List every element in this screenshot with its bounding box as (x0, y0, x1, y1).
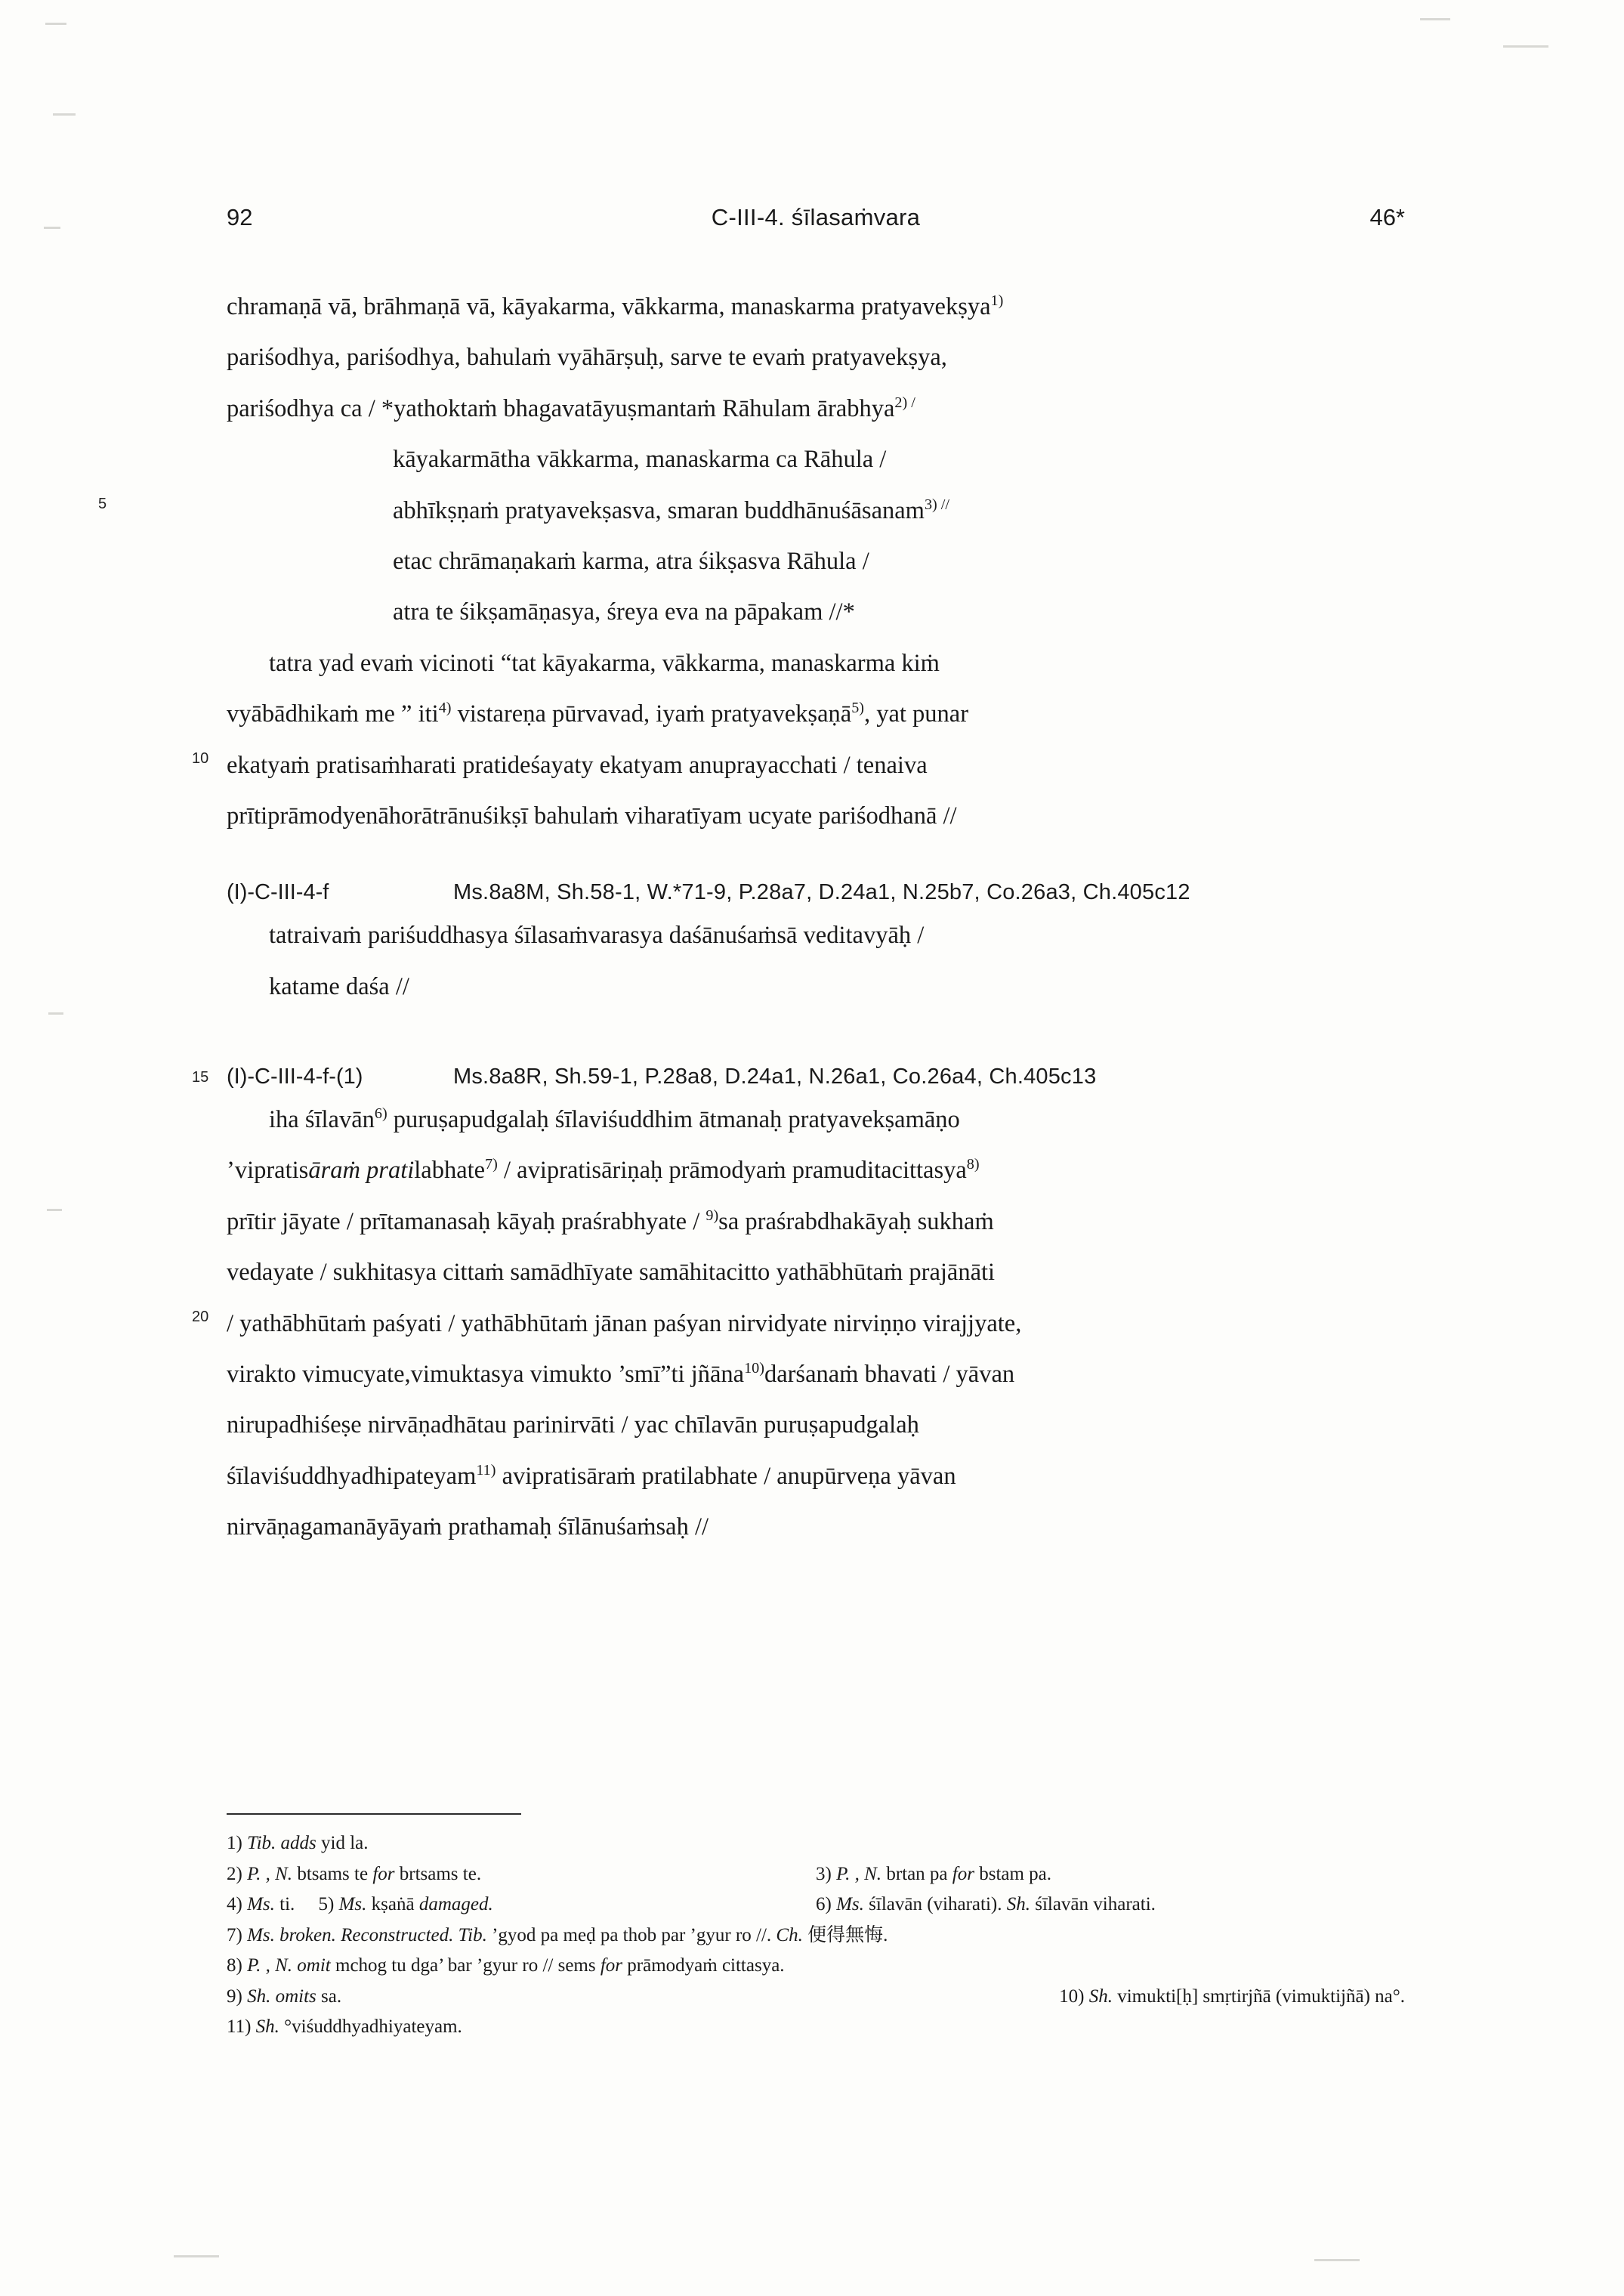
line-text: vistareṇa pūrvavad, iyaṁ pratyavekṣaṇā (451, 700, 852, 728)
footnote-marker: 11) (476, 1461, 496, 1479)
verse-line (393, 594, 1405, 631)
footnote-item: 10) Sh. vimukti[ḥ] smṛtirjñā (vimuktijñā) na°. (1059, 1985, 1405, 2007)
footnote-row (227, 1828, 1405, 1859)
verse-line (393, 543, 1405, 580)
running-head (227, 204, 1405, 231)
running-title: C-III-4. śīlasaṁvara (711, 204, 921, 230)
line-text: ekatyaṁ pratisaṁharati pratideśayaty ekatyam anuprayacchati / tenaiva (227, 751, 928, 779)
line-text: prītiprāmodyenāhorātrānuśikṣī bahulaṁ viharatīyam ucyate pariśodhanā // (227, 802, 957, 830)
section-sigla: (I)-C-III-4-f (227, 880, 329, 905)
footnote-marker: 2) / (894, 394, 915, 411)
footnote-item: 4) Ms. ti. 5) Ms. kṣaṅā damaged. (227, 1894, 493, 1914)
footnote-marker: 6) (374, 1105, 387, 1123)
text-line (192, 1306, 1405, 1343)
scan-speck (47, 1209, 62, 1211)
text-line (227, 391, 1405, 428)
line-text: puruṣapudgalaḥ śīlaviśuddhim ātmanaḥ pratyavekṣamāṇo (387, 1106, 960, 1134)
text-line (227, 289, 1405, 326)
folio-number-left: 92 (227, 204, 253, 230)
line-text: / avipratisāriṇaḥ prāmodyaṁ pramuditacittasya (497, 1157, 967, 1185)
line-text: katame daśa // (269, 972, 409, 1000)
line-text: kāyakarmātha vākkarma, manaskarma ca Rāhula / (393, 446, 887, 474)
text-line (192, 747, 1405, 784)
scan-speck (45, 23, 66, 25)
scan-speck (53, 113, 76, 116)
verse-line (393, 441, 1405, 478)
text-line (227, 1356, 1405, 1393)
section-references: Ms.8a8M, Sh.58-1, W.*71-9, P.28a7, D.24a1, N.25b7, Co.26a3, Ch.405c12 (453, 880, 1190, 905)
footnote-row (227, 2012, 1405, 2043)
text-line (227, 696, 1405, 733)
footnote-marker: 7) (485, 1156, 498, 1173)
text-line (269, 969, 1405, 1006)
line-text: ’vipratis (227, 1157, 309, 1185)
line-number: 10 (192, 749, 209, 767)
line-text: nirvāṇagamanāyāyaṁ prathamaḥ śīlānuśaṁsaḥ // (227, 1513, 709, 1541)
line-text: chramaṇā vā, brāhmaṇā vā, kāyakarma, vākkarma, manaskarma pratyavekṣya (227, 293, 991, 320)
section-block (227, 880, 1405, 1006)
scan-speck (48, 1012, 63, 1015)
text-line (227, 1254, 1405, 1291)
scan-speck (44, 227, 60, 229)
line-text: labhate (414, 1157, 486, 1185)
text-line (227, 1204, 1405, 1241)
line-text: pariśodhya, pariśodhya, bahulaṁ vyāhārṣuḥ, sarve te evaṁ pratyavekṣya, (227, 344, 947, 372)
footnote-item: 1) Tib. adds yid la. (227, 1833, 369, 1853)
text-line (227, 645, 1405, 682)
footnote-marker: 5) (851, 700, 864, 717)
footnote-item: 3) P. , N. brtan pa for bstam pa. (816, 1863, 1052, 1884)
folio-number-right: 46* (1369, 204, 1405, 230)
text-line (227, 1509, 1405, 1546)
text-line (227, 1152, 1405, 1189)
line-text: tatraivaṁ pariśuddhasya śīlasaṁvarasya daśānuśaṁsā veditavyāḥ / (269, 922, 925, 950)
line-text: atra te śikṣamāṇasya, śreya eva na pāpakam //* (393, 598, 855, 626)
footnote-item: 6) Ms. śīlavān (viharati). Sh. śīlavān viharati. (816, 1894, 1156, 1914)
line-text-italic: āraṁ prati (308, 1157, 415, 1185)
footnote-marker: 4) (438, 700, 452, 717)
line-text: avipratisāraṁ pratilabhate / anupūrveṇa yāvan (496, 1462, 956, 1490)
footnote-marker: 8) (966, 1156, 980, 1173)
verse-line (98, 493, 1405, 530)
section-sigla: (I)-C-III-4-f-(1) (227, 1065, 363, 1089)
text-line (227, 798, 1405, 835)
line-text: vedayate / sukhitasya cittaṁ samādhīyate samāhitacitto yathābhūtaṁ prajānāti (227, 1259, 996, 1287)
footnote-row (227, 1921, 1405, 1951)
footnote-marker: 10) (744, 1360, 764, 1377)
footnote-marker: 9) (705, 1207, 719, 1225)
text-line (227, 339, 1405, 376)
line-text: iha śīlavān (269, 1106, 375, 1134)
line-text: / yathābhūtaṁ paśyati / yathābhūtaṁ jānan paśyan nirvidyate nirviṇṇo virajjyate, (227, 1309, 1022, 1337)
text-line (227, 1407, 1405, 1444)
footnote-row (227, 1951, 1405, 1982)
scan-speck (1314, 2259, 1360, 2261)
line-text: etac chrāmaṇakaṁ karma, atra śikṣasva Rāhula / (393, 547, 869, 575)
text-line (227, 1458, 1405, 1495)
footnote-item: 2) P. , N. btsams te for brtsams te. (227, 1863, 482, 1884)
line-text: sa praśrabdhakāyaḥ sukhaṁ (718, 1207, 994, 1235)
line-text: pariśodhya ca / *yathoktaṁ bhagavatāyuṣmantaṁ Rāhulam ārabhya (227, 394, 895, 422)
footnote-rule (227, 1813, 521, 1815)
body-block-opening (98, 289, 1405, 835)
line-text: darśanaṁ bhavati / yāvan (764, 1361, 1015, 1389)
footnotes-block (227, 1828, 1405, 2043)
section-header (192, 1065, 1405, 1089)
footnote-marker: 3) // (924, 496, 949, 513)
footnote-row (227, 1859, 1405, 1890)
footnote-item: 7) Ms. broken. Reconstructed. Tib. ’gyod pa meḍ pa thob par ’gyur ro //. Ch. 便得無悔. (227, 1924, 888, 1945)
page-content (98, 204, 1405, 1560)
line-number: 5 (98, 495, 107, 512)
line-text: abhīkṣṇaṁ pratyavekṣasva, smaran buddhānuśāsanam (393, 496, 925, 524)
scan-speck (1420, 18, 1450, 20)
line-text: śīlaviśuddhyadhipateyam (227, 1462, 477, 1490)
text-line (269, 917, 1405, 954)
line-number: 15 (192, 1069, 209, 1086)
footnote-row (227, 1982, 1405, 2013)
footnote-item: 8) P. , N. omit mchog tu dga’ bar ’gyur ro // sems for prāmodyaṁ cittasya. (227, 1955, 785, 1976)
footnote-item: 11) Sh. °viśuddhyadhiyateyam. (227, 2016, 462, 2037)
line-text: prītir jāyate / prītamanasaḥ kāyaḥ praśrabhyate / (227, 1207, 706, 1235)
line-number: 20 (192, 1308, 209, 1325)
scan-speck (174, 2255, 219, 2257)
scan-speck (1503, 45, 1548, 48)
footnote-marker: 1) (990, 292, 1004, 310)
section-header (227, 880, 1405, 905)
footnote-item: 9) Sh. omits sa. (227, 1985, 342, 2007)
section-block (192, 1065, 1405, 1547)
line-text: tatra yad evaṁ vicinoti “tat kāyakarma, vākkarma, manaskarma kiṁ (269, 649, 940, 677)
line-text: vyābādhikaṁ me ” iti (227, 700, 439, 728)
section-references: Ms.8a8R, Sh.59-1, P.28a8, D.24a1, N.26a1, Co.26a4, Ch.405c13 (453, 1065, 1097, 1089)
line-text: , yat punar (863, 700, 969, 728)
line-text: nirupadhiśeṣe nirvāṇadhātau parinirvāti / yac chīlavān puruṣapudgalaḥ (227, 1411, 919, 1439)
text-line (227, 1102, 1405, 1139)
line-text: virakto vimucyate,vimuktasya vimukto ’smī”ti jñāna (227, 1361, 745, 1389)
footnote-row (227, 1890, 1405, 1921)
